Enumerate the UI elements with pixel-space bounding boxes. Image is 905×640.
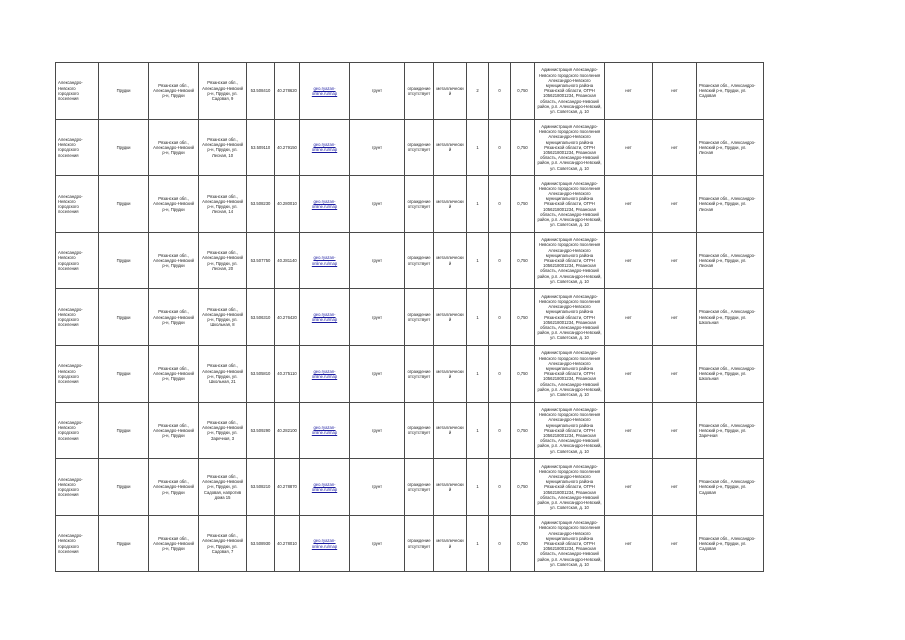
locality-cell: Прудки (99, 232, 149, 289)
flag-cell-2: нет (653, 459, 697, 516)
waste-source-cell: Рязанская обл., Александро-Невский р-н, Прудки, ул. Садовая (697, 515, 764, 572)
flag-cell: нет (605, 345, 653, 402)
map-link-text[interactable]: geo.ryazan-online.ru/map (311, 538, 338, 549)
locality-cell: Прудки (99, 289, 149, 346)
map-link (300, 402, 350, 459)
container-type-cell: металлический (434, 459, 467, 516)
surface-cell: грунт (350, 345, 405, 402)
waste-source-cell: Рязанская обл., Александро-Невский р-н, Прудки, ул. Садовая (697, 63, 764, 120)
container-count-cell: 1 (467, 515, 489, 572)
responsible-org-cell: Администрация Александро-Невского городского поселения Александро-Невского муниципального района Рязанской области, ОГРН 1056218001234, Рязанская область, Александро-Невский район, р.п. Александро-Невский, ул. Советская, д. 10 (535, 119, 605, 176)
responsible-org-cell: Администрация Александро-Невского городского поселения Александро-Невского муниципального района Рязанской области, ОГРН 1056218001234, Рязанская область, Александро-Невский район, р.п. Александро-Невский, ул. Советская, д. 10 (535, 176, 605, 233)
responsible-org-cell: Администрация Александро-Невского городского поселения Александро-Невского муниципального района Рязанской области, ОГРН 1056218001234, Рязанская область, Александро-Невский район, р.п. Александро-Невский, ул. Советская, д. 10 (535, 515, 605, 572)
locality-cell: Прудки (99, 119, 149, 176)
container-count-cell: 1 (467, 459, 489, 516)
locality-cell: Прудки (99, 515, 149, 572)
responsible-org-cell: Администрация Александро-Невского городского поселения Александро-Невского муниципального района Рязанской области, ОГРН 1056218001234, Рязанская область, Александро-Невский район, р.п. Александро-Невский, ул. Советская, д. 10 (535, 459, 605, 516)
container-count-cell: 1 (467, 176, 489, 233)
planned-count-cell: 0 (489, 402, 511, 459)
owner-cell: Александро-Невского городского поселения (56, 119, 99, 176)
address-cell: Рязанская обл., Александро-Невский р-н, Прудки (149, 63, 199, 120)
latitude-cell: 53.506310 (247, 289, 275, 346)
fence-cell: ограждение отсутствует (405, 232, 434, 289)
address-cell: Рязанская обл., Александро-Невский р-н, Прудки (149, 459, 199, 516)
volume-cell: 0,750 (511, 289, 535, 346)
container-count-cell: 1 (467, 345, 489, 402)
planned-count-cell: 0 (489, 176, 511, 233)
fence-cell: ограждение отсутствует (405, 176, 434, 233)
surface-cell: грунт (350, 119, 405, 176)
map-link (300, 515, 350, 572)
flag-cell: нет (605, 176, 653, 233)
fence-cell: ограждение отсутствует (405, 459, 434, 516)
address-cell: Рязанская обл., Александро-Невский р-н, Прудки (149, 232, 199, 289)
planned-count-cell: 0 (489, 515, 511, 572)
waste-source-cell: Рязанская обл., Александро-Невский р-н, Прудки, ул. Лесная (697, 119, 764, 176)
owner-cell: Александро-Невского городского поселения (56, 289, 99, 346)
address-cell: Рязанская обл., Александро-Невский р-н, Прудки (149, 119, 199, 176)
responsible-org-cell: Администрация Александро-Невского городского поселения Александро-Невского муниципального района Рязанской области, ОГРН 1056218001234, Рязанская область, Александро-Невский район, р.п. Александро-Невский, ул. Советская, д. 10 (535, 232, 605, 289)
longitude-cell: 40.278870 (275, 459, 300, 516)
map-link-text[interactable]: geo.ryazan-online.ru/map (311, 368, 338, 379)
fence-cell: ограждение отсутствует (405, 63, 434, 120)
fence-cell: ограждение отсутствует (405, 289, 434, 346)
latitude-cell: 53.508230 (247, 176, 275, 233)
waste-source-cell: Рязанская обл., Александро-Невский р-н, Прудки, ул. Лесная (697, 232, 764, 289)
surface-cell: грунт (350, 459, 405, 516)
registry-table (55, 62, 764, 572)
locality-cell: Прудки (99, 63, 149, 120)
container-type-cell: металлический (434, 176, 467, 233)
locality-cell: Прудки (99, 402, 149, 459)
address-cell: Рязанская обл., Александро-Невский р-н, Прудки (149, 289, 199, 346)
latitude-cell: 53.508210 (247, 459, 275, 516)
map-link-text[interactable]: geo.ryazan-online.ru/map (311, 425, 338, 436)
table-row (56, 119, 764, 176)
street-address-cell: Рязанская обл., Александро-Невский р-н, Прудки, ул. Школьная, 8 (199, 289, 247, 346)
container-count-cell: 2 (467, 63, 489, 120)
surface-cell: грунт (350, 515, 405, 572)
owner-cell: Александро-Невского городского поселения (56, 63, 99, 120)
latitude-cell: 53.509290 (247, 402, 275, 459)
flag-cell: нет (605, 459, 653, 516)
owner-cell: Александро-Невского городского поселения (56, 232, 99, 289)
responsible-org-cell: Администрация Александро-Невского городского поселения Александро-Невского муниципального района Рязанской области, ОГРН 1056218001234, Рязанская область, Александро-Невский район, р.п. Александро-Невский, ул. Советская, д. 10 (535, 63, 605, 120)
map-link (300, 63, 350, 120)
flag-cell: нет (605, 63, 653, 120)
map-link-text[interactable]: geo.ryazan-online.ru/map (311, 85, 338, 96)
container-type-cell: металлический (434, 119, 467, 176)
volume-cell: 0,750 (511, 459, 535, 516)
flag-cell-2: нет (653, 232, 697, 289)
surface-cell: грунт (350, 289, 405, 346)
flag-cell-2: нет (653, 345, 697, 402)
map-link (300, 345, 350, 402)
locality-cell: Прудки (99, 459, 149, 516)
container-count-cell: 1 (467, 289, 489, 346)
address-cell: Рязанская обл., Александро-Невский р-н, Прудки (149, 402, 199, 459)
table-row (56, 459, 764, 516)
latitude-cell: 53.508410 (247, 63, 275, 120)
flag-cell-2: нет (653, 289, 697, 346)
surface-cell: грунт (350, 232, 405, 289)
container-type-cell: металлический (434, 515, 467, 572)
flag-cell-2: нет (653, 119, 697, 176)
waste-source-cell: Рязанская обл., Александро-Невский р-н, Прудки, ул. Лесная (697, 176, 764, 233)
flag-cell: нет (605, 402, 653, 459)
latitude-cell: 53.508930 (247, 515, 275, 572)
flag-cell: нет (605, 289, 653, 346)
waste-source-cell: Рязанская обл., Александро-Невский р-н, Прудки, ул. Заречная (697, 402, 764, 459)
planned-count-cell: 0 (489, 459, 511, 516)
table-row (56, 402, 764, 459)
longitude-cell: 40.278010 (275, 515, 300, 572)
map-link-text[interactable]: geo.ryazan-online.ru/map (311, 198, 338, 209)
map-link (300, 176, 350, 233)
longitude-cell: 40.281140 (275, 232, 300, 289)
fence-cell: ограждение отсутствует (405, 345, 434, 402)
flag-cell-2: нет (653, 63, 697, 120)
volume-cell: 0,750 (511, 515, 535, 572)
map-link (300, 232, 350, 289)
flag-cell-2: нет (653, 402, 697, 459)
planned-count-cell: 0 (489, 119, 511, 176)
surface-cell: грунт (350, 176, 405, 233)
owner-cell: Александро-Невского городского поселения (56, 459, 99, 516)
street-address-cell: Рязанская обл., Александро-Невский р-н, Прудки, ул. Школьная, 21 (199, 345, 247, 402)
fence-cell: ограждение отсутствует (405, 119, 434, 176)
flag-cell-2: нет (653, 176, 697, 233)
street-address-cell: Рязанская обл., Александро-Невский р-н, Прудки, ул. Лесная, 14 (199, 176, 247, 233)
table-row (56, 289, 764, 346)
container-count-cell: 1 (467, 402, 489, 459)
street-address-cell: Рязанская обл., Александро-Невский р-н, Прудки, ул. Лесная, 20 (199, 232, 247, 289)
map-link-text[interactable]: geo.ryazan-online.ru/map (311, 481, 338, 492)
container-type-cell: металлический (434, 289, 467, 346)
map-link-text[interactable]: geo.ryazan-online.ru/map (311, 142, 338, 153)
waste-source-cell: Рязанская обл., Александро-Невский р-н, Прудки, ул. Садовая (697, 459, 764, 516)
longitude-cell: 40.282100 (275, 402, 300, 459)
table-row (56, 176, 764, 233)
street-address-cell: Рязанская обл., Александро-Невский р-н, Прудки, ул. Заречная, 3 (199, 402, 247, 459)
longitude-cell: 40.279150 (275, 119, 300, 176)
latitude-cell: 53.505810 (247, 345, 275, 402)
longitude-cell: 40.276420 (275, 289, 300, 346)
flag-cell: нет (605, 232, 653, 289)
latitude-cell: 53.507750 (247, 232, 275, 289)
container-type-cell: металлический (434, 402, 467, 459)
table-row (56, 345, 764, 402)
volume-cell: 0,750 (511, 119, 535, 176)
container-type-cell: металлический (434, 232, 467, 289)
surface-cell: грунт (350, 402, 405, 459)
map-link (300, 119, 350, 176)
flag-cell: нет (605, 515, 653, 572)
container-count-cell: 1 (467, 232, 489, 289)
street-address-cell: Рязанская обл., Александро-Невский р-н, Прудки, ул. Лесная, 10 (199, 119, 247, 176)
planned-count-cell: 0 (489, 345, 511, 402)
street-address-cell: Рязанская обл., Александро-Невский р-н, Прудки, ул. Садовая, напротив дома 15 (199, 459, 247, 516)
flag-cell-2: нет (653, 515, 697, 572)
longitude-cell: 40.280010 (275, 176, 300, 233)
responsible-org-cell: Администрация Александро-Невского городского поселения Александро-Невского муниципального района Рязанской области, ОГРН 1056218001234, Рязанская область, Александро-Невский район, р.п. Александро-Невский, ул. Советская, д. 10 (535, 402, 605, 459)
responsible-org-cell: Администрация Александро-Невского городского поселения Александро-Невского муниципального района Рязанской области, ОГРН 1056218001234, Рязанская область, Александро-Невский район, р.п. Александро-Невский, ул. Советская, д. 10 (535, 345, 605, 402)
owner-cell: Александро-Невского городского поселения (56, 176, 99, 233)
address-cell: Рязанская обл., Александро-Невский р-н, Прудки (149, 345, 199, 402)
address-cell: Рязанская обл., Александро-Невский р-н, Прудки (149, 176, 199, 233)
locality-cell: Прудки (99, 176, 149, 233)
volume-cell: 0,750 (511, 402, 535, 459)
latitude-cell: 53.509110 (247, 119, 275, 176)
owner-cell: Александро-Невского городского поселения (56, 402, 99, 459)
volume-cell: 0,750 (511, 63, 535, 120)
volume-cell: 0,750 (511, 176, 535, 233)
owner-cell: Александро-Невского городского поселения (56, 515, 99, 572)
container-count-cell: 1 (467, 119, 489, 176)
map-link-text[interactable]: geo.ryazan-online.ru/map (311, 255, 338, 266)
table-row (56, 63, 764, 120)
map-link (300, 459, 350, 516)
surface-cell: грунт (350, 63, 405, 120)
owner-cell: Александро-Невского городского поселения (56, 345, 99, 402)
waste-source-cell: Рязанская обл., Александро-Невский р-н, Прудки, ул. Школьная (697, 289, 764, 346)
planned-count-cell: 0 (489, 63, 511, 120)
longitude-cell: 40.275110 (275, 345, 300, 402)
map-link (300, 289, 350, 346)
flag-cell: нет (605, 119, 653, 176)
container-type-cell: металлический (434, 63, 467, 120)
planned-count-cell: 0 (489, 289, 511, 346)
planned-count-cell: 0 (489, 232, 511, 289)
container-type-cell: металлический (434, 345, 467, 402)
fence-cell: ограждение отсутствует (405, 515, 434, 572)
waste-source-cell: Рязанская обл., Александро-Невский р-н, Прудки, ул. Школьная (697, 345, 764, 402)
responsible-org-cell: Администрация Александро-Невского городского поселения Александро-Невского муниципального района Рязанской области, ОГРН 1056218001234, Рязанская область, Александро-Невский район, р.п. Александро-Невский, ул. Советская, д. 10 (535, 289, 605, 346)
fence-cell: ограждение отсутствует (405, 402, 434, 459)
street-address-cell: Рязанская обл., Александро-Невский р-н, Прудки, ул. Садовая, 7 (199, 515, 247, 572)
street-address-cell: Рязанская обл., Александро-Невский р-н, Прудки, ул. Садовая, 9 (199, 63, 247, 120)
volume-cell: 0,750 (511, 345, 535, 402)
map-link-text[interactable]: geo.ryazan-online.ru/map (311, 311, 338, 323)
volume-cell: 0,750 (511, 232, 535, 289)
table-row (56, 515, 764, 572)
locality-cell: Прудки (99, 345, 149, 402)
table-row (56, 232, 764, 289)
longitude-cell: 40.278620 (275, 63, 300, 120)
address-cell: Рязанская обл., Александро-Невский р-н, Прудки (149, 515, 199, 572)
